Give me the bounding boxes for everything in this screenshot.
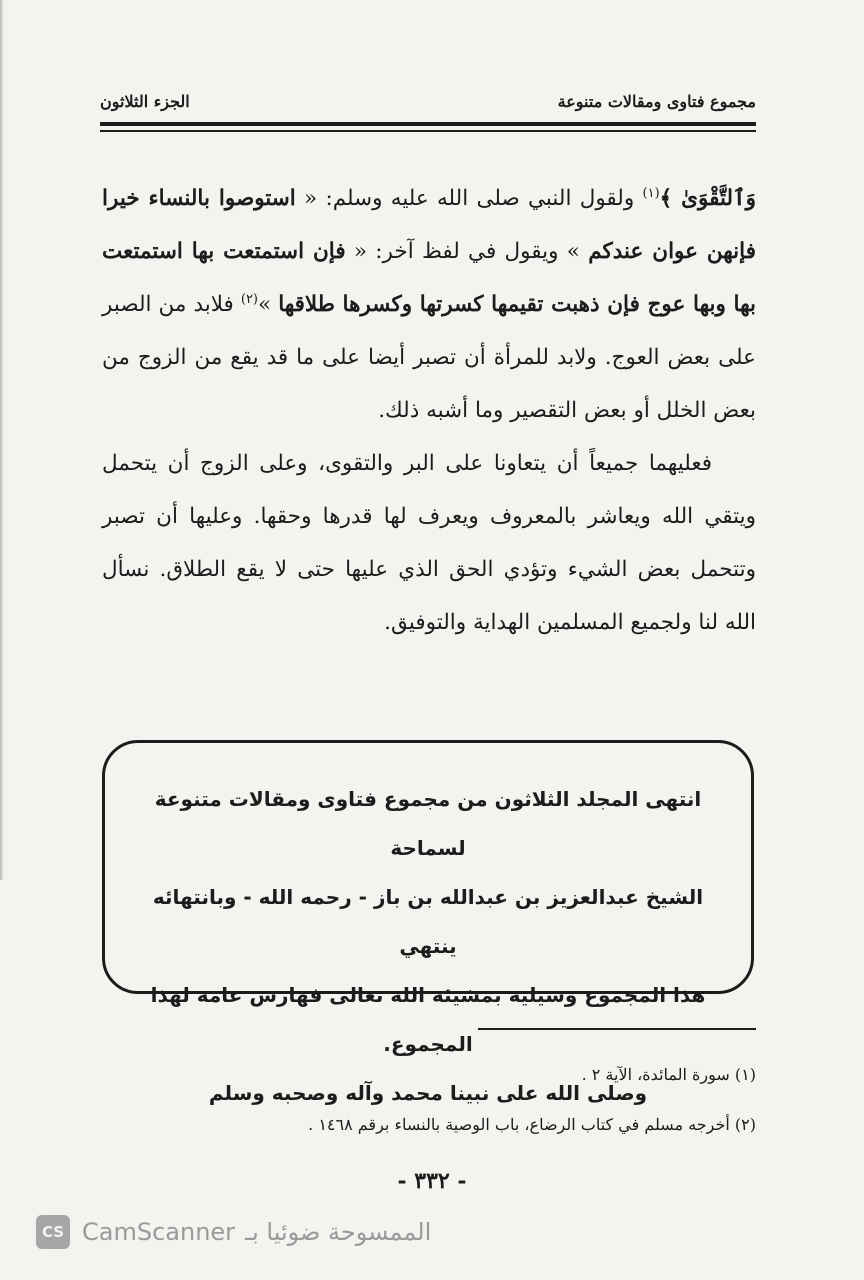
watermark-brand: CamScanner xyxy=(82,1218,236,1246)
page-header xyxy=(100,92,756,118)
scanner-watermark xyxy=(36,1212,496,1252)
running-title: مجموع فتاوى ومقالات متنوعة xyxy=(557,92,756,111)
camscanner-logo-icon: CS xyxy=(36,1215,70,1249)
paragraph-1 xyxy=(102,172,756,437)
closing-line: وصلى الله على نبينا محمد وآله وصحبه وسلم xyxy=(208,1081,648,1105)
watermark-text: الممسوحة ضوئيا بـ xyxy=(245,1218,432,1246)
closing-line: انتهى المجلد الثلاثون من مجموع فتاوى ومقالات متنوعة لسماحة xyxy=(154,787,702,860)
text-segment: » ويقول في لفظ آخر: « xyxy=(345,239,589,264)
text-segment: ولقول النبي صلى الله عليه وسلم: « xyxy=(295,186,643,211)
closing-line: هذا المجموع وسيليه بمشيئة الله تعالى فهارس عامة لهذا المجموع. xyxy=(150,983,706,1056)
footnote-2: (٢) أخرجه مسلم في كتاب الرضاع، باب الوصية بالنساء برقم ١٤٦٨ . xyxy=(308,1115,756,1134)
footnote-1: (١) سورة المائدة، الآية ٢ . xyxy=(581,1065,756,1084)
text-segment: فلابد من الصبر على بعض العوج. ولابد للمرأة أن تصبر أيضا على ما قد يقع من الزوج من بعض الخلل أو بعض التقصير وما أشبه ذلك. xyxy=(102,292,756,423)
text-segment: » xyxy=(258,292,279,317)
footnote-separator xyxy=(478,1028,756,1030)
hadith-quote-2: فإن استمتعت بها استمتعت بها وبها عوج فإن ذهبت تقيمها كسرتها وكسرها طلاقها xyxy=(102,239,756,317)
footnotes xyxy=(100,1062,756,1162)
footnote-ref-2: (٢) xyxy=(240,291,258,307)
footnote-ref-1: (١) xyxy=(642,185,660,201)
closing-line: الشيخ عبدالعزيز بن عبدالله بن باز - رحمه الله - وبانتهائه ينتهي xyxy=(152,885,704,958)
quran-fragment: وَٱلتَّقْوَىٰ ﴾ xyxy=(659,186,756,211)
header-rule-thick xyxy=(100,122,756,126)
main-text xyxy=(102,172,756,649)
header-rule-thin xyxy=(100,130,756,132)
page-edge-shadow xyxy=(0,0,4,880)
part-label: الجزء الثلاثون xyxy=(100,92,190,111)
hadith-quote-1: استوصوا بالنساء خيرا فإنهن عوان عندكم xyxy=(102,186,756,264)
paragraph-2: فعليهما جميعاً أن يتعاونا على البر والتقوى، وعلى الزوج أن يتحمل ويتقي الله ويعاشر بالمعروف ويعرف لها قدرها وحقها. وعليها أن تصبر وتتحمل بعض الشيء وتؤدي الحق الذي عليها حتى لا يقع الطلاق. نسأل الله لنا ولجميع المسلمين الهداية والتوفيق. xyxy=(102,451,756,635)
page-number: - ٣٣٢ - xyxy=(397,1168,467,1194)
